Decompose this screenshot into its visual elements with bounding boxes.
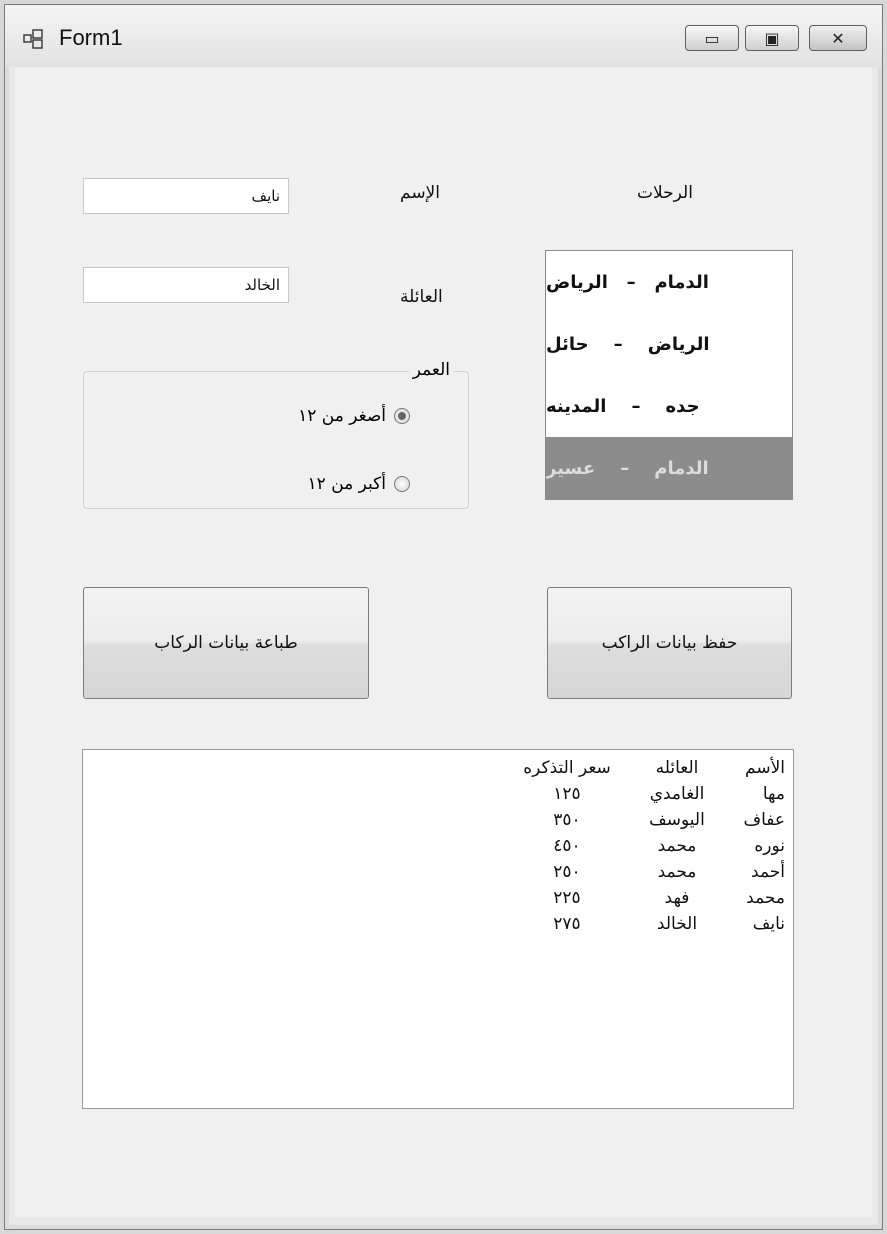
maximize-icon: ▣ (764, 28, 780, 48)
minimize-button[interactable] (685, 25, 739, 51)
print-passengers-button[interactable]: طباعة بيانات الركاب (83, 587, 369, 699)
table-row (83, 888, 785, 914)
cell-price: ٣٥٠ (553, 810, 581, 830)
cell-family: الغامدي (649, 784, 705, 804)
family-label: العائلة (400, 287, 443, 307)
age-option-label: أصغر من ١٢ (298, 406, 386, 426)
list-item[interactable]: الرياض – حائل (546, 333, 710, 355)
age-label: العمر (409, 360, 454, 380)
cell-price: ١٢٥ (553, 784, 581, 804)
cell-price: ٢٥٠ (553, 862, 581, 882)
table-row (83, 784, 785, 810)
app-icon (23, 29, 45, 49)
cell-name: نوره (754, 836, 785, 856)
header-family: العائله (655, 758, 699, 778)
cell-price: ٢٢٥ (553, 888, 581, 908)
output-header-row (83, 758, 785, 784)
age-option-label: أكبر من ١٢ (307, 474, 386, 494)
save-passenger-button[interactable]: حفظ بيانات الراكب (547, 587, 792, 699)
form1-window (4, 4, 883, 1230)
window-title: Form1 (59, 25, 123, 50)
passengers-output[interactable] (82, 749, 794, 1109)
table-row (83, 862, 785, 888)
list-item-selected[interactable]: الدمام – عسير (546, 437, 792, 499)
cell-name: محمد (746, 888, 785, 908)
cell-name: مها (762, 784, 785, 804)
table-row (83, 914, 785, 940)
cell-name: عفاف (743, 810, 785, 830)
list-item[interactable]: الدمام – الرياض (546, 271, 709, 293)
cell-family: الخالد (656, 914, 698, 934)
name-input[interactable] (83, 178, 289, 214)
minimize-icon: ▭ (704, 28, 720, 48)
maximize-button[interactable] (745, 25, 799, 51)
close-button[interactable] (809, 25, 867, 51)
cell-family: اليوسف (649, 810, 705, 830)
header-name: الأسم (745, 758, 785, 778)
cell-family: محمد (657, 836, 697, 856)
title-bar[interactable] (5, 5, 882, 67)
cell-price: ٢٧٥ (553, 914, 581, 934)
close-icon: ✕ (831, 28, 845, 48)
table-row (83, 810, 785, 836)
cell-family: فهد (664, 888, 690, 908)
name-label: الإسم (400, 183, 440, 203)
trips-listbox[interactable] (545, 250, 793, 500)
radio-checked-icon[interactable] (394, 408, 410, 424)
cell-family: محمد (657, 862, 697, 882)
family-input[interactable] (83, 267, 289, 303)
radio-unchecked-icon[interactable] (394, 476, 410, 492)
age-option-over-12[interactable] (308, 474, 410, 494)
header-price: سعر التذكره (523, 758, 611, 778)
age-groupbox (83, 360, 469, 509)
cell-name: أحمد (751, 862, 785, 882)
form-client-area (15, 67, 872, 1217)
cell-price: ٤٥٠ (553, 836, 581, 856)
cell-name: نايف (752, 914, 785, 934)
table-row (83, 836, 785, 862)
trips-label: الرحلات (637, 183, 693, 203)
list-item[interactable]: جده – المدينه (546, 395, 700, 417)
age-option-under-12[interactable] (298, 406, 410, 426)
